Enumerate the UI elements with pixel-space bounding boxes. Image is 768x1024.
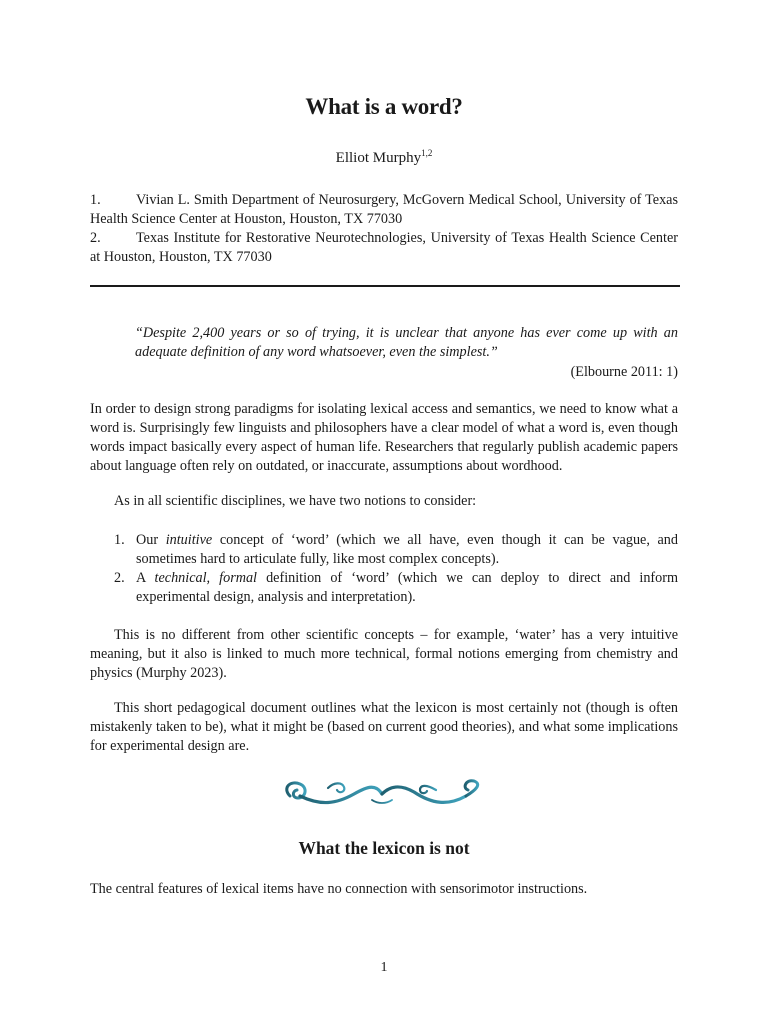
list-item-text-pre: A	[136, 570, 155, 586]
epigraph-citation: (Elbourne 2011: 1)	[570, 364, 678, 380]
affiliation-1	[90, 191, 678, 229]
epigraph-quote: “Despite 2,400 years or so of trying, it is unclear that anyone has ever come up with an adequate definition of any word whatsoever, even the simplest.”	[135, 325, 678, 360]
author-name: Elliot Murphy	[335, 150, 422, 166]
document-title: What is a word?	[305, 94, 463, 119]
list-item	[90, 531, 678, 569]
body-paragraph-3: This is no different from other scientific concepts – for example, ‘water’ has a very intuitive meaning, but it also is linked to much more technical, formal notions emerging from chemistry and physics (Murphy 2023).	[90, 627, 678, 681]
list-item-number: 2.	[114, 570, 125, 586]
list-item-text-post: concept of ‘word’ (which we all have, even though it can be vague, and sometimes hard to articulate fully, like most complex concepts).	[136, 532, 678, 567]
list-item-number: 1.	[114, 532, 125, 548]
body-paragraph-2: As in all scientific disciplines, we have two notions to consider:	[114, 493, 477, 509]
affiliations	[90, 191, 678, 267]
list-item-emphasis: intuitive	[165, 532, 213, 548]
affiliation-2	[90, 229, 678, 267]
affiliation-text: Vivian L. Smith Department of Neurosurgery, McGovern Medical School, University of Texas Health Science Center at Houston, Houston, TX 77030	[90, 192, 678, 227]
list-item-text-pre: Our	[136, 532, 166, 548]
list-item-emphasis: technical, formal	[154, 570, 258, 586]
horizontal-divider	[90, 285, 680, 287]
body-paragraph-4: This short pedagogical document outlines what the lexicon is most certainly not (though is often mistakenly taken to be), what it might be (based on current good theories), and what some implications for experimental design are.	[90, 700, 678, 754]
affiliation-number: 2.	[90, 230, 101, 246]
body-paragraph-5: The central features of lexical items have no connection with sensorimotor instructions.	[90, 881, 588, 897]
author-superscript: 1,2	[421, 148, 433, 158]
list-item-text-post: definition of ‘word’ (which we can deploy to direct and inform experimental design, analysis and interpretation).	[136, 570, 679, 605]
affiliation-number: 1.	[90, 192, 101, 208]
affiliation-text: Texas Institute for Restorative Neurotechnologies, University of Texas Health Science Center at Houston, Houston, TX 77030	[90, 230, 678, 265]
notions-list	[90, 531, 678, 607]
list-item	[90, 569, 678, 607]
swirl-divider-icon	[276, 776, 488, 812]
body-paragraph-1: In order to design strong paradigms for isolating lexical access and semantics, we need to know what a word is. Surprisingly few linguists and philosophers have a clear model of what a word is, even though words impact basically every aspect of human life. Researchers that regularly publish academic papers about language often rely on outdated, or inaccurate, assumptions about wordhood.	[90, 401, 678, 474]
author-line	[0, 150, 768, 167]
section-heading: What the lexicon is not	[298, 838, 470, 858]
page-number: 1	[380, 960, 388, 975]
